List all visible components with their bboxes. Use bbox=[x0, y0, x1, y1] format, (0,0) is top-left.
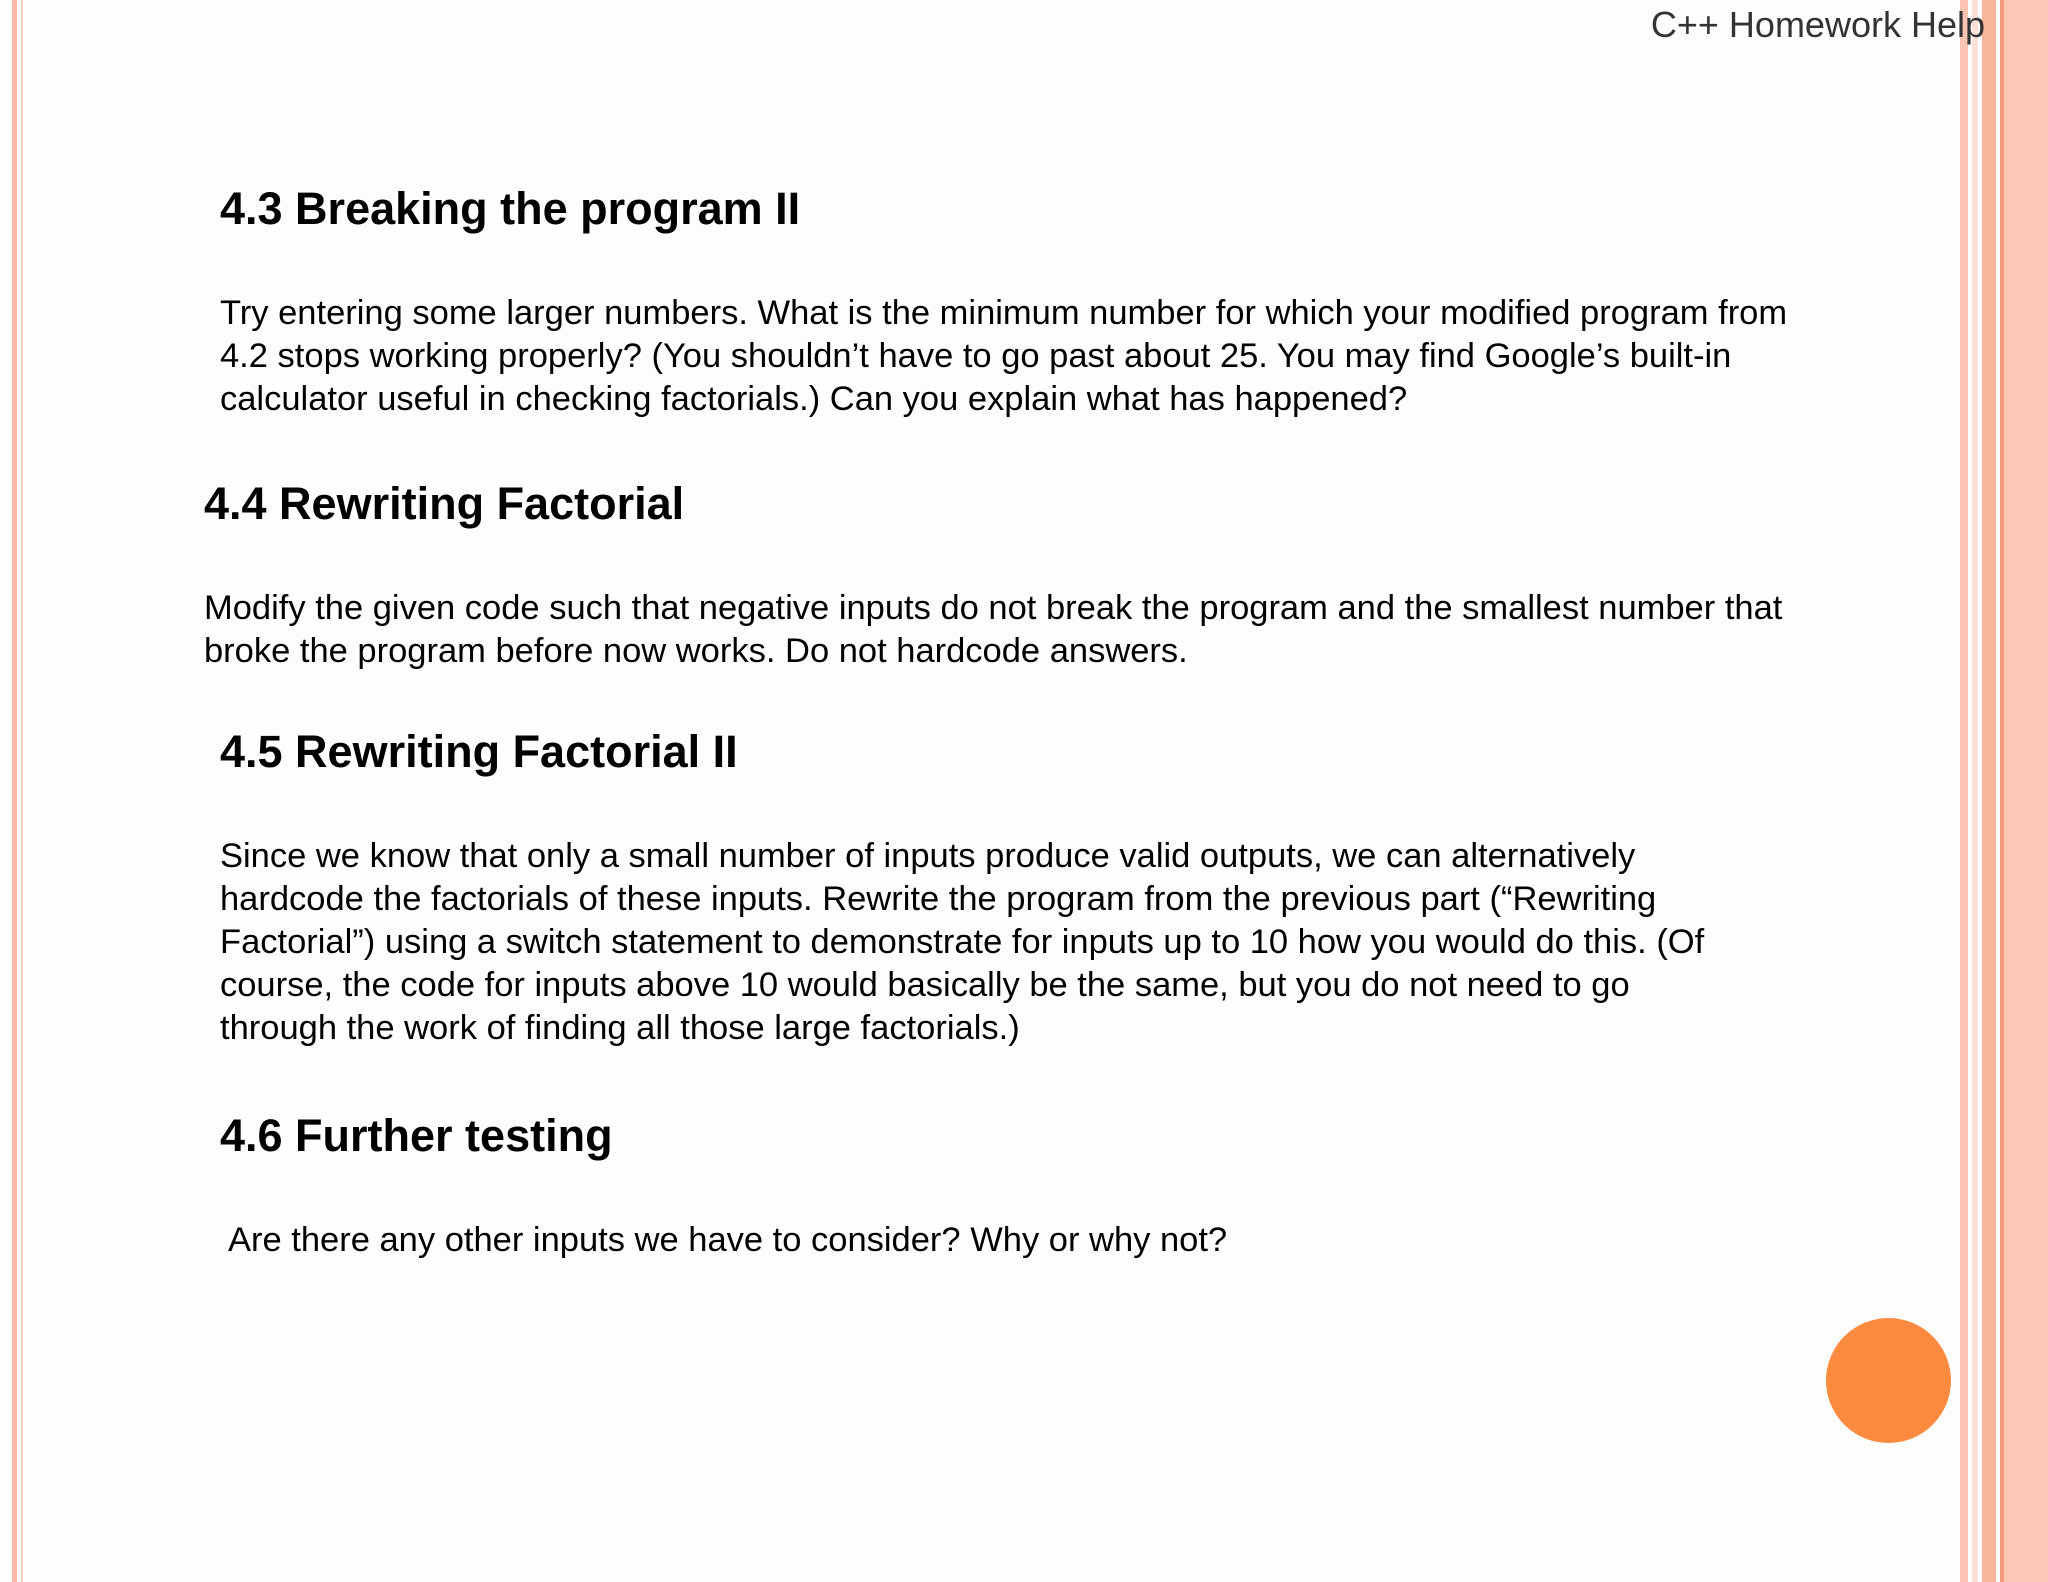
section-heading-4-4: 4.4 Rewriting Factorial bbox=[204, 478, 685, 529]
section-heading-4-6: 4.6 Further testing bbox=[220, 1110, 613, 1161]
left-border-line bbox=[12, 0, 17, 1582]
paragraph-line: Since we know that only a small number of inputs produce valid outputs, we can alternatively bbox=[220, 837, 1636, 875]
right-border-strip bbox=[1960, 0, 1968, 1582]
paragraph-line: hardcode the factorials of these inputs. Rewrite the program from the previous part (“Rewriting bbox=[220, 880, 1657, 918]
section-heading-4-3: 4.3 Breaking the program II bbox=[220, 183, 801, 234]
paragraph-line: 4.2 stops working properly? (You shouldn’t have to go past about 25. You may find Google’s built-in bbox=[220, 337, 1732, 375]
section-heading-4-5: 4.5 Rewriting Factorial II bbox=[220, 726, 738, 777]
paragraph-line: Are there any other inputs we have to consider? Why or why not? bbox=[228, 1221, 1228, 1259]
paragraph-line: Modify the given code such that negative inputs do not break the program and the smallest number that bbox=[204, 589, 1783, 627]
section-paragraph-4-4 bbox=[204, 587, 1782, 673]
right-border-strip bbox=[1982, 0, 1996, 1582]
paragraph-line: broke the program before now works. Do not hardcode answers. bbox=[204, 632, 1188, 670]
right-border-strip bbox=[2004, 0, 2048, 1582]
paragraph-line: calculator useful in checking factorials.) Can you explain what has happened? bbox=[220, 380, 1408, 418]
right-border-strip bbox=[1972, 0, 1978, 1582]
paragraph-line: Try entering some larger numbers. What is the minimum number for which your modified program from bbox=[220, 294, 1788, 332]
left-border-line-thin bbox=[21, 0, 23, 1582]
paragraph-line: through the work of finding all those large factorials.) bbox=[220, 1009, 1020, 1047]
section-paragraph-4-5 bbox=[220, 835, 1704, 1050]
header-title: C++ Homework Help bbox=[1650, 4, 1985, 45]
paragraph-line: course, the code for inputs above 10 would basically be the same, but you do not need to go bbox=[220, 966, 1630, 1004]
decorative-orange-circle bbox=[1826, 1318, 1951, 1443]
paragraph-line: Factorial”) using a switch statement to demonstrate for inputs up to 10 how you would do this. (Of bbox=[220, 923, 1705, 961]
section-paragraph-4-3 bbox=[220, 292, 1787, 421]
section-paragraph-4-6 bbox=[228, 1219, 1227, 1262]
